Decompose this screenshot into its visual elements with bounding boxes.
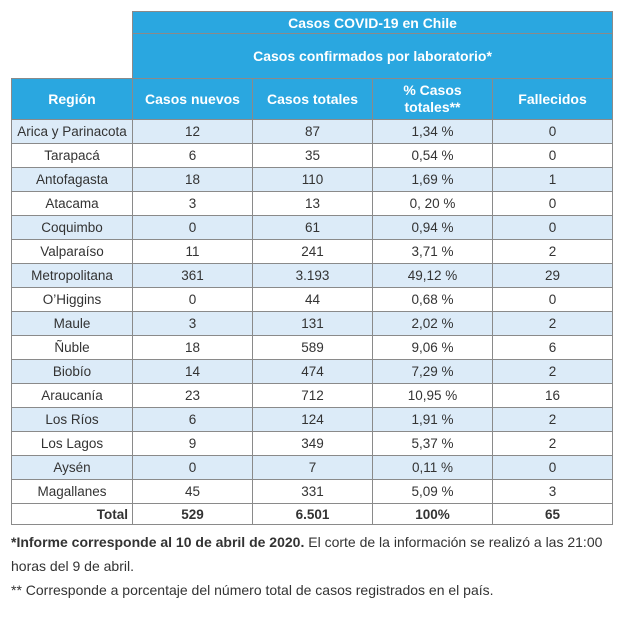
- cell-new-cases: 3: [133, 312, 253, 336]
- col-header-deaths: Fallecidos: [493, 79, 613, 120]
- table-row: [12, 384, 613, 408]
- cell-percent-total: 5,09 %: [373, 480, 493, 504]
- cell-total-cases: 349: [253, 432, 373, 456]
- cell-deaths: 2: [493, 408, 613, 432]
- cell-deaths: 2: [493, 360, 613, 384]
- total-cases: 6.501: [253, 504, 373, 525]
- cell-new-cases: 3: [133, 192, 253, 216]
- cell-new-cases: 23: [133, 384, 253, 408]
- cell-region: Atacama: [12, 192, 133, 216]
- cell-percent-total: 0, 20 %: [373, 192, 493, 216]
- cell-deaths: 2: [493, 312, 613, 336]
- cell-region: O’Higgins: [12, 288, 133, 312]
- col-header-total-cases: Casos totales: [253, 79, 373, 120]
- cell-region: Araucanía: [12, 384, 133, 408]
- cell-new-cases: 9: [133, 432, 253, 456]
- cell-deaths: 2: [493, 432, 613, 456]
- cell-percent-total: 2,02 %: [373, 312, 493, 336]
- cell-percent-total: 0,68 %: [373, 288, 493, 312]
- cell-total-cases: 7: [253, 456, 373, 480]
- table-row: [12, 264, 613, 288]
- cell-percent-total: 5,37 %: [373, 432, 493, 456]
- cell-region: Antofagasta: [12, 168, 133, 192]
- cell-new-cases: 14: [133, 360, 253, 384]
- table-row: [12, 144, 613, 168]
- table-title: Casos COVID-19 en Chile: [133, 12, 613, 34]
- cell-total-cases: 712: [253, 384, 373, 408]
- cell-region: Valparaíso: [12, 240, 133, 264]
- cell-percent-total: 1,34 %: [373, 120, 493, 144]
- cell-total-cases: 61: [253, 216, 373, 240]
- table-row: [12, 288, 613, 312]
- cell-new-cases: 11: [133, 240, 253, 264]
- cell-region: Biobío: [12, 360, 133, 384]
- cell-percent-total: 0,11 %: [373, 456, 493, 480]
- cell-new-cases: 0: [133, 456, 253, 480]
- cell-deaths: 29: [493, 264, 613, 288]
- cell-total-cases: 3.193: [253, 264, 373, 288]
- table-row: [12, 120, 613, 144]
- cell-region: Coquimbo: [12, 216, 133, 240]
- footnote-1: [11, 530, 616, 578]
- col-header-region: Región: [12, 79, 133, 120]
- cell-total-cases: 124: [253, 408, 373, 432]
- cell-deaths: 0: [493, 120, 613, 144]
- cell-total-cases: 87: [253, 120, 373, 144]
- cell-new-cases: 0: [133, 288, 253, 312]
- cell-total-cases: 13: [253, 192, 373, 216]
- cell-new-cases: 12: [133, 120, 253, 144]
- cell-deaths: 0: [493, 216, 613, 240]
- cell-region: Aysén: [12, 456, 133, 480]
- cell-total-cases: 44: [253, 288, 373, 312]
- footnote-1-bold: *Informe corresponde al 10 de abril de 2020.: [11, 534, 305, 550]
- cell-total-cases: 35: [253, 144, 373, 168]
- column-header-row: [12, 79, 613, 120]
- cell-region: Arica y Parinacota: [12, 120, 133, 144]
- cell-percent-total: 1,91 %: [373, 408, 493, 432]
- cell-deaths: 0: [493, 192, 613, 216]
- footnote-1-rest: El corte de la información se realizó a las 21:00 horas del 9 de abril.: [11, 534, 603, 574]
- cell-new-cases: 361: [133, 264, 253, 288]
- table-row: [12, 168, 613, 192]
- cell-region: Metropolitana: [12, 264, 133, 288]
- cell-total-cases: 110: [253, 168, 373, 192]
- footnote-2: ** Corresponde a porcentaje del número total de casos registrados en el país.: [11, 582, 494, 598]
- cell-deaths: 3: [493, 480, 613, 504]
- table-subtitle: Casos confirmados por laboratorio*: [133, 34, 613, 79]
- cell-total-cases: 589: [253, 336, 373, 360]
- table-row: [12, 312, 613, 336]
- cell-percent-total: 3,71 %: [373, 240, 493, 264]
- total-row: [12, 504, 613, 525]
- cell-new-cases: 0: [133, 216, 253, 240]
- cell-new-cases: 18: [133, 336, 253, 360]
- cell-new-cases: 6: [133, 408, 253, 432]
- total-new-cases: 529: [133, 504, 253, 525]
- table-row: [12, 240, 613, 264]
- cell-deaths: 16: [493, 384, 613, 408]
- cell-region: Los Ríos: [12, 408, 133, 432]
- cell-percent-total: 7,29 %: [373, 360, 493, 384]
- table-row: [12, 408, 613, 432]
- total-percent: 100%: [373, 504, 493, 525]
- table-body: [12, 120, 613, 504]
- cell-deaths: 2: [493, 240, 613, 264]
- table-row: [12, 360, 613, 384]
- cell-region: Los Lagos: [12, 432, 133, 456]
- cell-region: Maule: [12, 312, 133, 336]
- cell-deaths: 0: [493, 144, 613, 168]
- cell-percent-total: 49,12 %: [373, 264, 493, 288]
- table-row: [12, 216, 613, 240]
- cell-deaths: 0: [493, 288, 613, 312]
- cell-region: Ñuble: [12, 336, 133, 360]
- cell-total-cases: 331: [253, 480, 373, 504]
- cell-region: Magallanes: [12, 480, 133, 504]
- cell-deaths: 1: [493, 168, 613, 192]
- cell-new-cases: 6: [133, 144, 253, 168]
- cell-percent-total: 0,54 %: [373, 144, 493, 168]
- col-header-new-cases: Casos nuevos: [133, 79, 253, 120]
- cell-deaths: 0: [493, 456, 613, 480]
- cell-new-cases: 45: [133, 480, 253, 504]
- cell-deaths: 6: [493, 336, 613, 360]
- cell-new-cases: 18: [133, 168, 253, 192]
- cell-percent-total: 9,06 %: [373, 336, 493, 360]
- cell-total-cases: 131: [253, 312, 373, 336]
- footnotes: [11, 530, 616, 602]
- cell-region: Tarapacá: [12, 144, 133, 168]
- cell-percent-total: 1,69 %: [373, 168, 493, 192]
- cell-total-cases: 241: [253, 240, 373, 264]
- covid-cases-table: [11, 11, 613, 525]
- table-row: [12, 192, 613, 216]
- cell-percent-total: 0,94 %: [373, 216, 493, 240]
- total-deaths: 65: [493, 504, 613, 525]
- cell-percent-total: 10,95 %: [373, 384, 493, 408]
- total-label: Total: [12, 504, 133, 525]
- table-row: [12, 336, 613, 360]
- cell-total-cases: 474: [253, 360, 373, 384]
- table-row: [12, 480, 613, 504]
- table-row: [12, 432, 613, 456]
- header-blank-cell: [12, 12, 133, 79]
- col-header-percent-total: % Casos totales**: [373, 79, 493, 120]
- table-row: [12, 456, 613, 480]
